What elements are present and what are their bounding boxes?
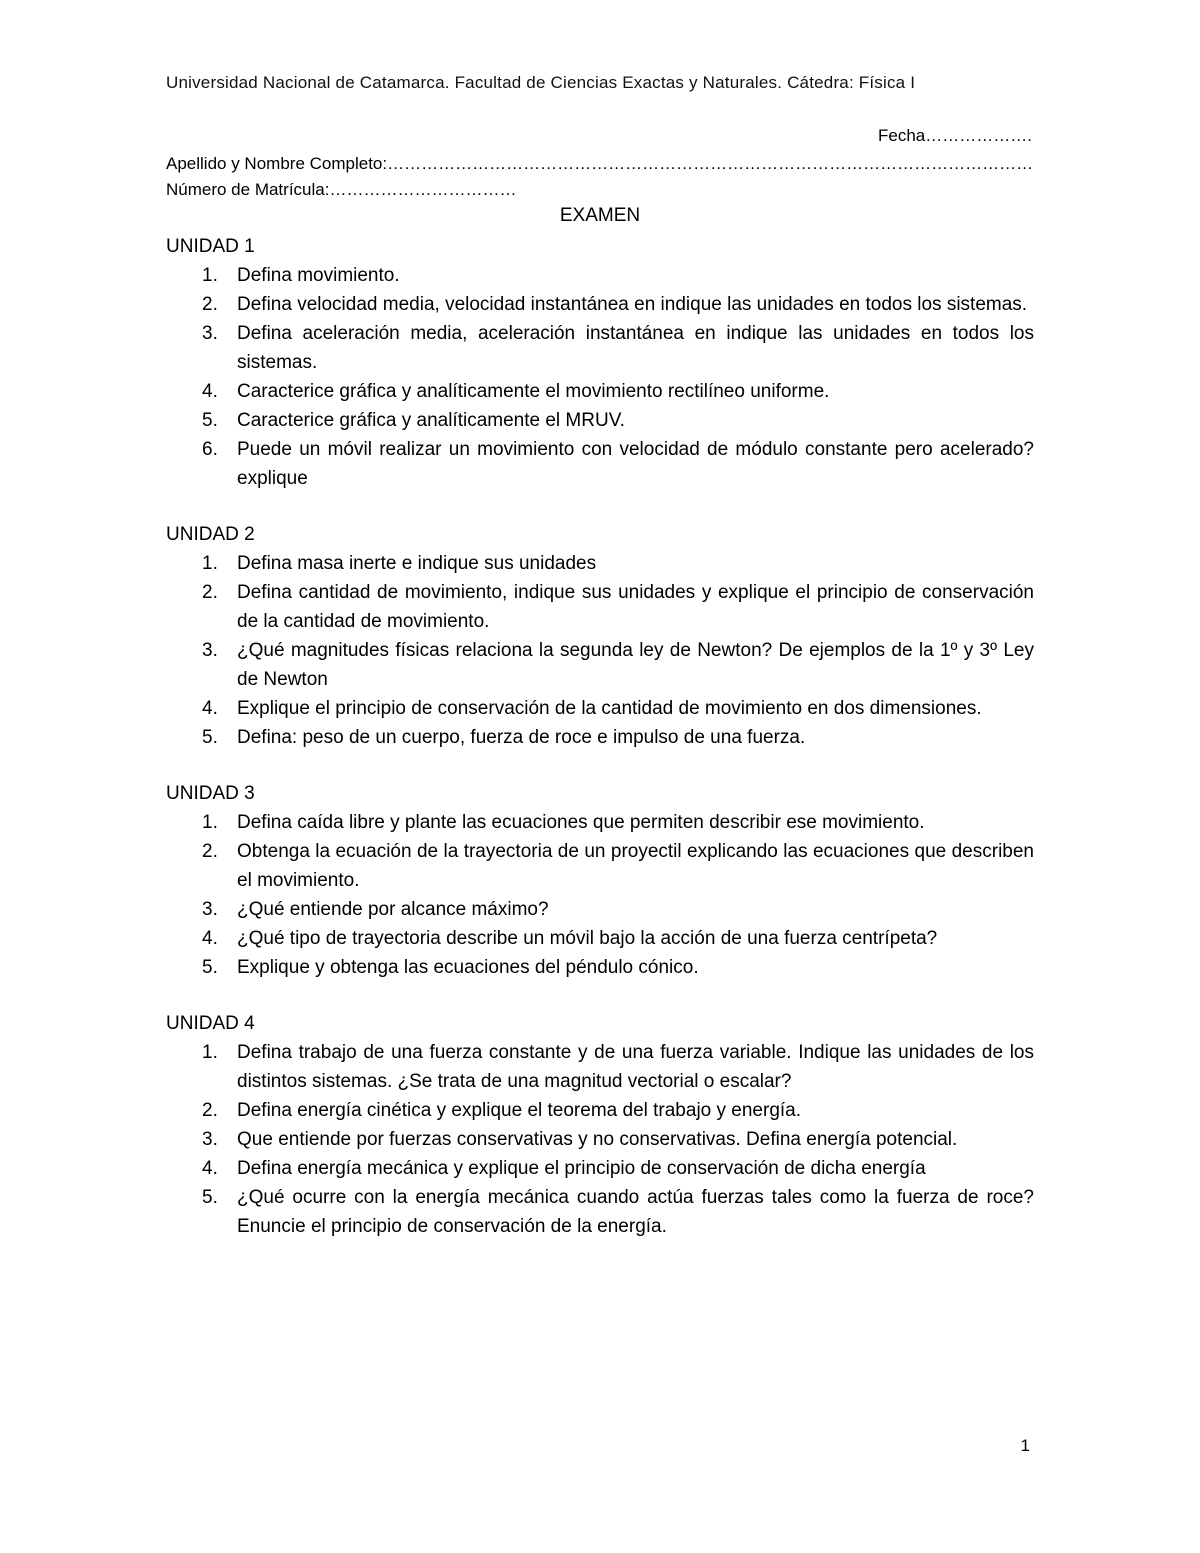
question-number: 1.: [202, 553, 218, 574]
enrollment-number-field: Número de Matrícula:……………………………: [166, 180, 517, 199]
question-item: [166, 377, 1034, 406]
question-number: 5.: [202, 957, 218, 978]
name-field: Apellido y Nombre Completo:……………………………………………………………………………………………………: [166, 154, 1034, 173]
question-text: Defina trabajo de una fuerza constante y de una fuerza variable. Indique las unidades de los distintos sistemas. ¿Se trata de una magnitud vectorial o escalar?: [237, 1042, 1034, 1092]
question-item: [166, 723, 1034, 752]
question-text: Que entiende por fuerzas conservativas y no conservativas. Defina energía potencial.: [237, 1129, 958, 1150]
question-number: 3.: [202, 899, 218, 920]
page-number: 1: [1020, 1436, 1030, 1455]
unit-section: [166, 1009, 1034, 1241]
question-item: [166, 290, 1034, 319]
question-number: 2.: [202, 294, 218, 315]
question-number: 5.: [202, 1187, 218, 1208]
question-list: [166, 261, 1034, 493]
page-header: Universidad Nacional de Catamarca. Facultad de Ciencias Exactas y Naturales. Cátedra: Física I: [166, 73, 916, 92]
unit-title: UNIDAD 3: [166, 783, 255, 804]
unit-title: UNIDAD 4: [166, 1013, 255, 1034]
question-text: Defina cantidad de movimiento, indique sus unidades y explique el principio de conservación de la cantidad de movimiento.: [237, 582, 1034, 632]
question-text: Obtenga la ecuación de la trayectoria de un proyectil explicando las ecuaciones que describen el movimiento.: [237, 841, 1034, 891]
question-text: Defina energía cinética y explique el teorema del trabajo y energía.: [237, 1100, 802, 1121]
question-item: [166, 1183, 1034, 1241]
question-number: 4.: [202, 928, 218, 949]
question-text: ¿Qué tipo de trayectoria describe un móvil bajo la acción de una fuerza centrípeta?: [237, 928, 938, 949]
question-item: [166, 406, 1034, 435]
question-item: [166, 319, 1034, 377]
question-item: [166, 1125, 1034, 1154]
question-item: [166, 895, 1034, 924]
question-list: [166, 808, 1034, 982]
units-container: [166, 232, 1034, 1268]
question-item: [166, 953, 1034, 982]
question-number: 2.: [202, 1100, 218, 1121]
question-text: Defina masa inerte e indique sus unidades: [237, 553, 597, 574]
question-list: [166, 549, 1034, 752]
question-text: Defina velocidad media, velocidad instantánea en indique las unidades en todos los sistemas.: [237, 294, 1028, 315]
question-item: [166, 1096, 1034, 1125]
question-number: 3.: [202, 323, 218, 344]
question-number: 1.: [202, 265, 218, 286]
question-text: Caracterice gráfica y analíticamente el movimiento rectilíneo uniforme.: [237, 381, 830, 402]
question-number: 3.: [202, 640, 218, 661]
question-number: 1.: [202, 812, 218, 833]
question-number: 4.: [202, 698, 218, 719]
question-text: Caracterice gráfica y analíticamente el MRUV.: [237, 410, 625, 431]
question-number: 2.: [202, 582, 218, 603]
question-text: Defina caída libre y plante las ecuaciones que permiten describir ese movimiento.: [237, 812, 925, 833]
unit-section: [166, 779, 1034, 982]
question-list: [166, 1038, 1034, 1241]
question-item: [166, 636, 1034, 694]
question-item: [166, 578, 1034, 636]
question-item: [166, 837, 1034, 895]
question-number: 1.: [202, 1042, 218, 1063]
question-number: 5.: [202, 410, 218, 431]
unit-section: [166, 232, 1034, 493]
question-item: [166, 924, 1034, 953]
question-item: [166, 694, 1034, 723]
question-text: Explique el principio de conservación de la cantidad de movimiento en dos dimensiones.: [237, 698, 982, 719]
question-number: 3.: [202, 1129, 218, 1150]
question-text: Defina aceleración media, aceleración instantánea en indique las unidades en todos los sistemas.: [237, 323, 1034, 373]
question-text: Defina: peso de un cuerpo, fuerza de roce e impulso de una fuerza.: [237, 727, 806, 748]
question-item: [166, 549, 1034, 578]
exam-title: EXAMEN: [559, 205, 641, 226]
question-text: Explique y obtenga las ecuaciones del péndulo cónico.: [237, 957, 699, 978]
question-item: [166, 1154, 1034, 1183]
unit-title: UNIDAD 1: [166, 236, 255, 257]
question-number: 5.: [202, 727, 218, 748]
date-field: Fecha……………….: [878, 126, 1032, 145]
question-text: Defina movimiento.: [237, 265, 400, 286]
question-item: [166, 1038, 1034, 1096]
question-item: [166, 808, 1034, 837]
question-item: [166, 261, 1034, 290]
question-item: [166, 435, 1034, 493]
question-number: 4.: [202, 1158, 218, 1179]
question-text: ¿Qué ocurre con la energía mecánica cuando actúa fuerzas tales como la fuerza de roce? Enuncie el principio de conservación de la energía.: [237, 1187, 1034, 1237]
question-text: ¿Qué magnitudes físicas relaciona la segunda ley de Newton? De ejemplos de la 1º y 3º Ley de Newton: [237, 640, 1034, 690]
question-number: 4.: [202, 381, 218, 402]
question-text: Defina energía mecánica y explique el principio de conservación de dicha energía: [237, 1158, 926, 1179]
question-number: 6.: [202, 439, 218, 460]
question-text: Puede un móvil realizar un movimiento con velocidad de módulo constante pero acelerado? explique: [237, 439, 1034, 489]
unit-title: UNIDAD 2: [166, 524, 255, 545]
question-text: ¿Qué entiende por alcance máximo?: [237, 899, 549, 920]
unit-section: [166, 520, 1034, 752]
question-number: 2.: [202, 841, 218, 862]
